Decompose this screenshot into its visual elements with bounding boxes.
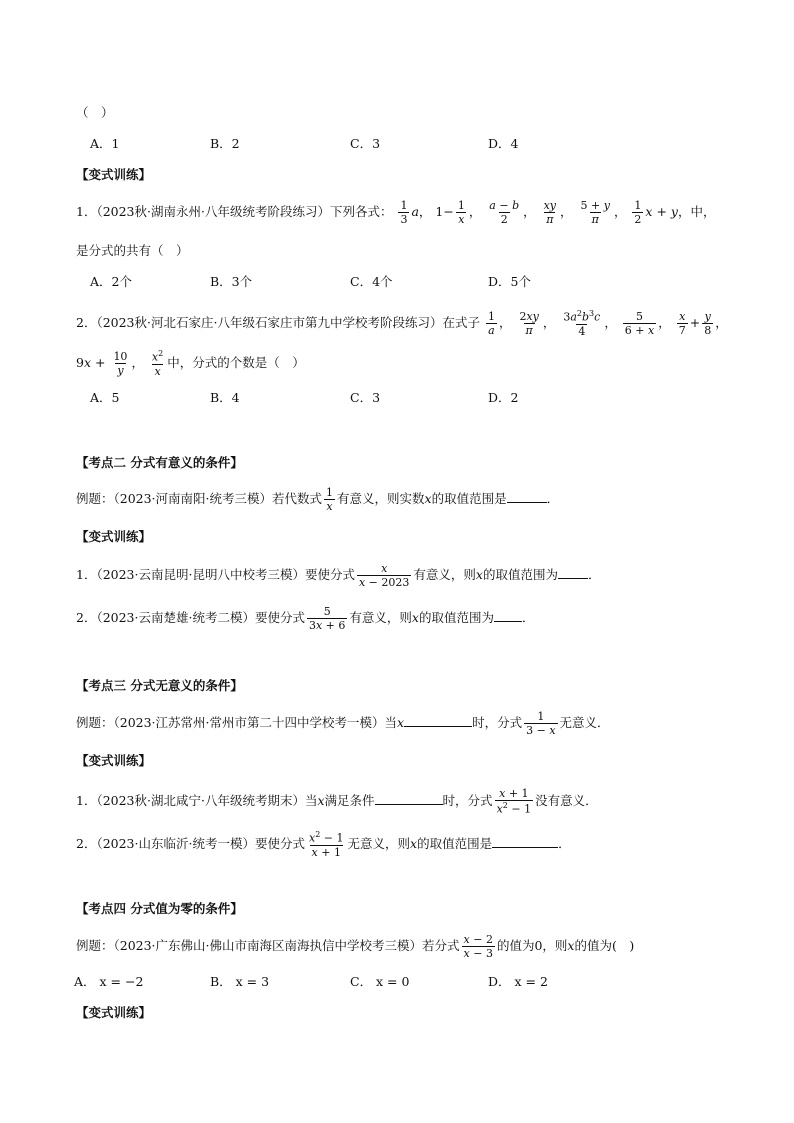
variant-heading: 【变式训练】: [76, 529, 152, 544]
kp3-q1: 1．（2023秋·湖北咸宁·八年级统考期末）当x满足条件 时，分式 $\frac{x + 1}{x^2 - 1}$ 没有意义．: [76, 787, 598, 816]
fraction: $\frac{1}{x}$: [457, 199, 465, 226]
option-a: A．1: [90, 136, 120, 151]
option-c: C． x = 0: [350, 974, 410, 989]
question-1-line2: 是分式的共有（ ）: [76, 243, 189, 258]
question-2: 2．（2023秋·河北石家庄·八年级石家庄市第九中学校考阶段练习）在式子 $\frac{1}{a}$ ， $\frac{2xy}{\pi}$ ， $\frac{3a^2b^3c}{4}$ ， $\frac{5}{6 + x}$ ， $\frac{x}{7}$ + $\frac{y}{8}$ ，: [76, 309, 728, 338]
variant-heading: 【变式训练】: [76, 753, 152, 768]
fraction: $\frac{1}{3}$: [400, 199, 408, 226]
option-c: C．3: [350, 390, 381, 405]
option-a: A．2个: [90, 274, 132, 289]
option-b: B． x = 3: [210, 974, 270, 989]
fraction: $\frac{a - b}{2}$: [489, 199, 520, 226]
option-a: A．5: [90, 390, 120, 405]
option-b: B．4: [210, 390, 240, 405]
option-b: B．2: [210, 136, 240, 151]
question-paren: （ ）: [76, 105, 114, 120]
option-d: D．2: [488, 390, 519, 405]
variant-heading: 【变式训练】: [76, 167, 152, 182]
kp2-q1: 1．（2023·云南昆明·昆明八中校考三模）要使分式 $\frac{x}{x - 2023}$ 有意义，则x的取值范围为 ．: [76, 562, 601, 589]
section-heading-kp2: 【考点二 分式有意义的条件】: [76, 455, 243, 470]
option-c: C．3: [350, 136, 381, 151]
fraction: $\frac{1}{2}$: [634, 199, 642, 226]
kp3-q2: 2．（2023·山东临沂·统考一模）要使分式 $\frac{x^2 - 1}{x + 1}$ 无意义，则x的取值范围是 ．: [76, 830, 571, 859]
option-c: C．4个: [350, 274, 393, 289]
kp2-q2: 2．（2023·云南楚雄·统考二模）要使分式 $\frac{5}{3x + 6}$ 有意义，则x的取值范围为 ．: [76, 605, 535, 632]
kp2-example: 例题：（2023·河南南阳·统考三模）若代数式 $\frac{1}{x}$ 有意义，则实数x的取值范围是 ．: [76, 486, 560, 513]
section-heading-kp3: 【考点三 分式无意义的条件】: [76, 678, 243, 693]
option-b: B．3个: [210, 274, 253, 289]
option-d: D． x = 2: [488, 974, 548, 989]
kp3-example: 例题：（2023·江苏常州·常州市第二十四中学校考一模）当x 时，分式 $\frac{1}{3 - x}$ 无意义．: [76, 710, 610, 737]
option-d: D．4: [488, 136, 519, 151]
variant-heading: 【变式训练】: [76, 1005, 152, 1020]
question-2-line2: 9x + $\frac{10}{y}$ ， $\frac{x^2}{x}$ 中，分式的个数是（ ）: [76, 349, 305, 378]
option-a: A． x = −2: [74, 974, 144, 989]
fraction: $\frac{xy}{\pi}$: [543, 199, 557, 226]
kp4-example: 例题：（2023·广东佛山·佛山市南海区南海执信中学校考三模）若分式 $\frac{x - 2}{x - 3}$ 的值为0，则x的值为( ): [76, 933, 635, 960]
question-1: 1．（2023秋·湖南永州·八年级统考阶段练习）下列各式： $\frac{1}{3}$ a， 1− $\frac{1}{x}$ ， $\frac{a - b}{2}$ ， $\frac{xy}{\pi}$ ， $\frac{5 + y}{\pi}$ ， $\frac{1}{2}$ x + y，中，: [76, 199, 716, 226]
section-heading-kp4: 【考点四 分式值为零的条件】: [76, 901, 243, 916]
fraction: $\frac{5 + y}{\pi}$: [580, 199, 610, 226]
option-d: D．5个: [488, 274, 531, 289]
